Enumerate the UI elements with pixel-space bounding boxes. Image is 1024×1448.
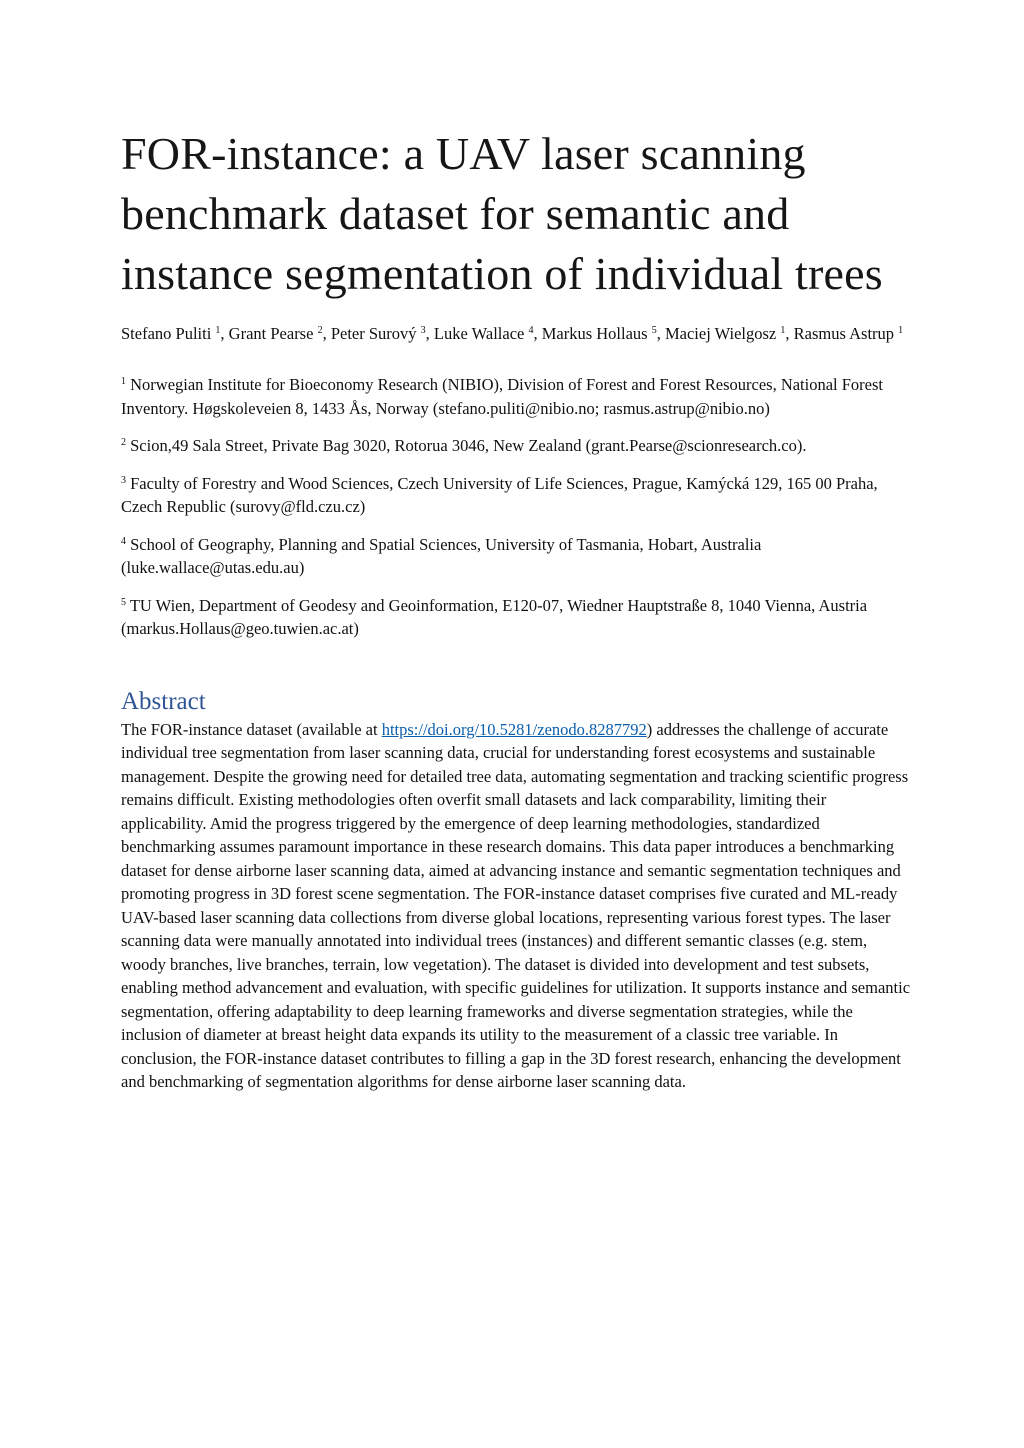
abstract-body — [121, 718, 911, 1094]
affiliation-number: 1 — [121, 376, 126, 387]
paper-title: FOR-instance: a UAV laser scanning benchmark dataset for semantic and instance segmentation of individual trees — [121, 128, 883, 299]
paper-page — [121, 124, 911, 1094]
affiliation-number: 3 — [121, 474, 126, 486]
author-affiliation-marker: 4 — [528, 325, 534, 336]
author: Maciej Wielgosz $^1$, — [664, 324, 794, 343]
dataset-doi-link[interactable]: https://doi.org/10.5281/zenodo.8287792 — [381, 719, 647, 739]
affiliation — [121, 373, 911, 420]
author: Grant Pearse $^2$, — [228, 324, 331, 343]
author-name: Peter Surový — [330, 324, 417, 343]
affiliation — [121, 434, 911, 458]
affiliation-list — [121, 373, 911, 641]
author-name: Rasmus Astrup — [793, 324, 895, 343]
abstract-text: ) addresses the challenge of accurate individual tree segmentation from laser scanning data, crucial for understanding forest ecosystems and sustainable management. Despite the growing need for detailed tree data, automating segmentation and tracking scientific progress remains difficult. Existing methodologies often overfit small datasets and lack comparability, limiting their applicability. Amid the progress triggered by the emergence of deep learning methodologies, standardized benchmarking assumes paramount importance in these research domains. This data paper introduces a benchmarking dataset for dense airborne laser scanning data, aimed at advancing instance and semantic segmentation techniques and promoting progress in 3D forest scene segmentation. The FOR-instance dataset comprises five curated and ML-ready UAV-based laser scanning data collections from diverse global locations, representing various forest types. The laser scanning data were manually annotated into individual trees (instances) and different semantic classes (e.g. stem, woody branches, live branches, terrain, low vegetation). The dataset is divided into development and test subsets, enabling method advancement and evaluation, with specific guidelines for utilization. It supports instance and semantic segmentation, offering adaptability to deep learning frameworks and diverse segmentation strategies, while the inclusion of diameter at breast height data expands its utility to the measurement of a classic tree variable. In conclusion, the FOR-instance dataset contributes to filling a gap in the 3D forest research, enhancing the development and benchmarking of segmentation algorithms for dense airborne laser scanning data. — [121, 719, 911, 1091]
affiliation-number: 5 — [121, 596, 126, 608]
author-affiliation-marker: 1 — [780, 325, 786, 336]
affiliation-text: Norwegian Institute for Bioeconomy Research (NIBIO), Division of Forest and Forest Resources, National Forest Inventory. Høgskoleveien 8, 1433 Ås, Norway (stefano.puliti@nibio.no; rasmus.astrup@nibio.no) — [121, 375, 884, 418]
affiliation — [121, 472, 911, 519]
author: Luke Wallace $^4$, — [433, 324, 542, 343]
affiliation — [121, 533, 911, 580]
author-name: Grant Pearse — [228, 324, 314, 343]
affiliation-number: 4 — [121, 535, 126, 547]
author: Stefano Puliti $^1$, — [121, 324, 229, 343]
author-affiliation-marker: 1 — [898, 325, 904, 336]
author-affiliation-marker: 5 — [651, 325, 657, 336]
author-name: Luke Wallace — [433, 324, 525, 343]
author: Peter Surový $^3$, — [330, 324, 434, 343]
author-name: Markus Hollaus — [541, 324, 648, 343]
abstract-text: The FOR-instance dataset (available at — [121, 719, 382, 739]
author-name: Maciej Wielgosz — [664, 324, 777, 343]
affiliation-text: TU Wien, Department of Geodesy and Geoinformation, E120-07, Wiedner Hauptstraße 8, 1040 Vienna, Austria (markus.Hollaus@geo.tuwien.ac.at) — [121, 595, 868, 638]
author — [794, 324, 904, 343]
abstract-heading: Abstract — [121, 687, 206, 715]
author-name: Stefano Puliti — [121, 324, 212, 343]
affiliation-number: 2 — [121, 437, 126, 448]
affiliation-text: School of Geography, Planning and Spatial Sciences, University of Tasmania, Hobart, Australia (luke.wallace@utas.edu.au) — [121, 534, 762, 577]
affiliation — [121, 594, 911, 641]
affiliation-text: Faculty of Forestry and Wood Sciences, Czech University of Life Sciences, Prague, Kamýcká 129, 165 00 Praha, Czech Republic (surovy@fld.czu.cz) — [121, 473, 878, 516]
author-affiliation-marker: 2 — [317, 325, 323, 336]
author: Markus Hollaus $^5$, — [541, 324, 665, 343]
affiliation-text: Scion,49 Sala Street, Private Bag 3020, Rotorua 3046, New Zealand (grant.Pearse@scionresearch.co). — [130, 436, 807, 455]
author-list — [121, 322, 911, 346]
author-affiliation-marker: 1 — [215, 325, 221, 336]
author-affiliation-marker: 3 — [420, 325, 426, 336]
